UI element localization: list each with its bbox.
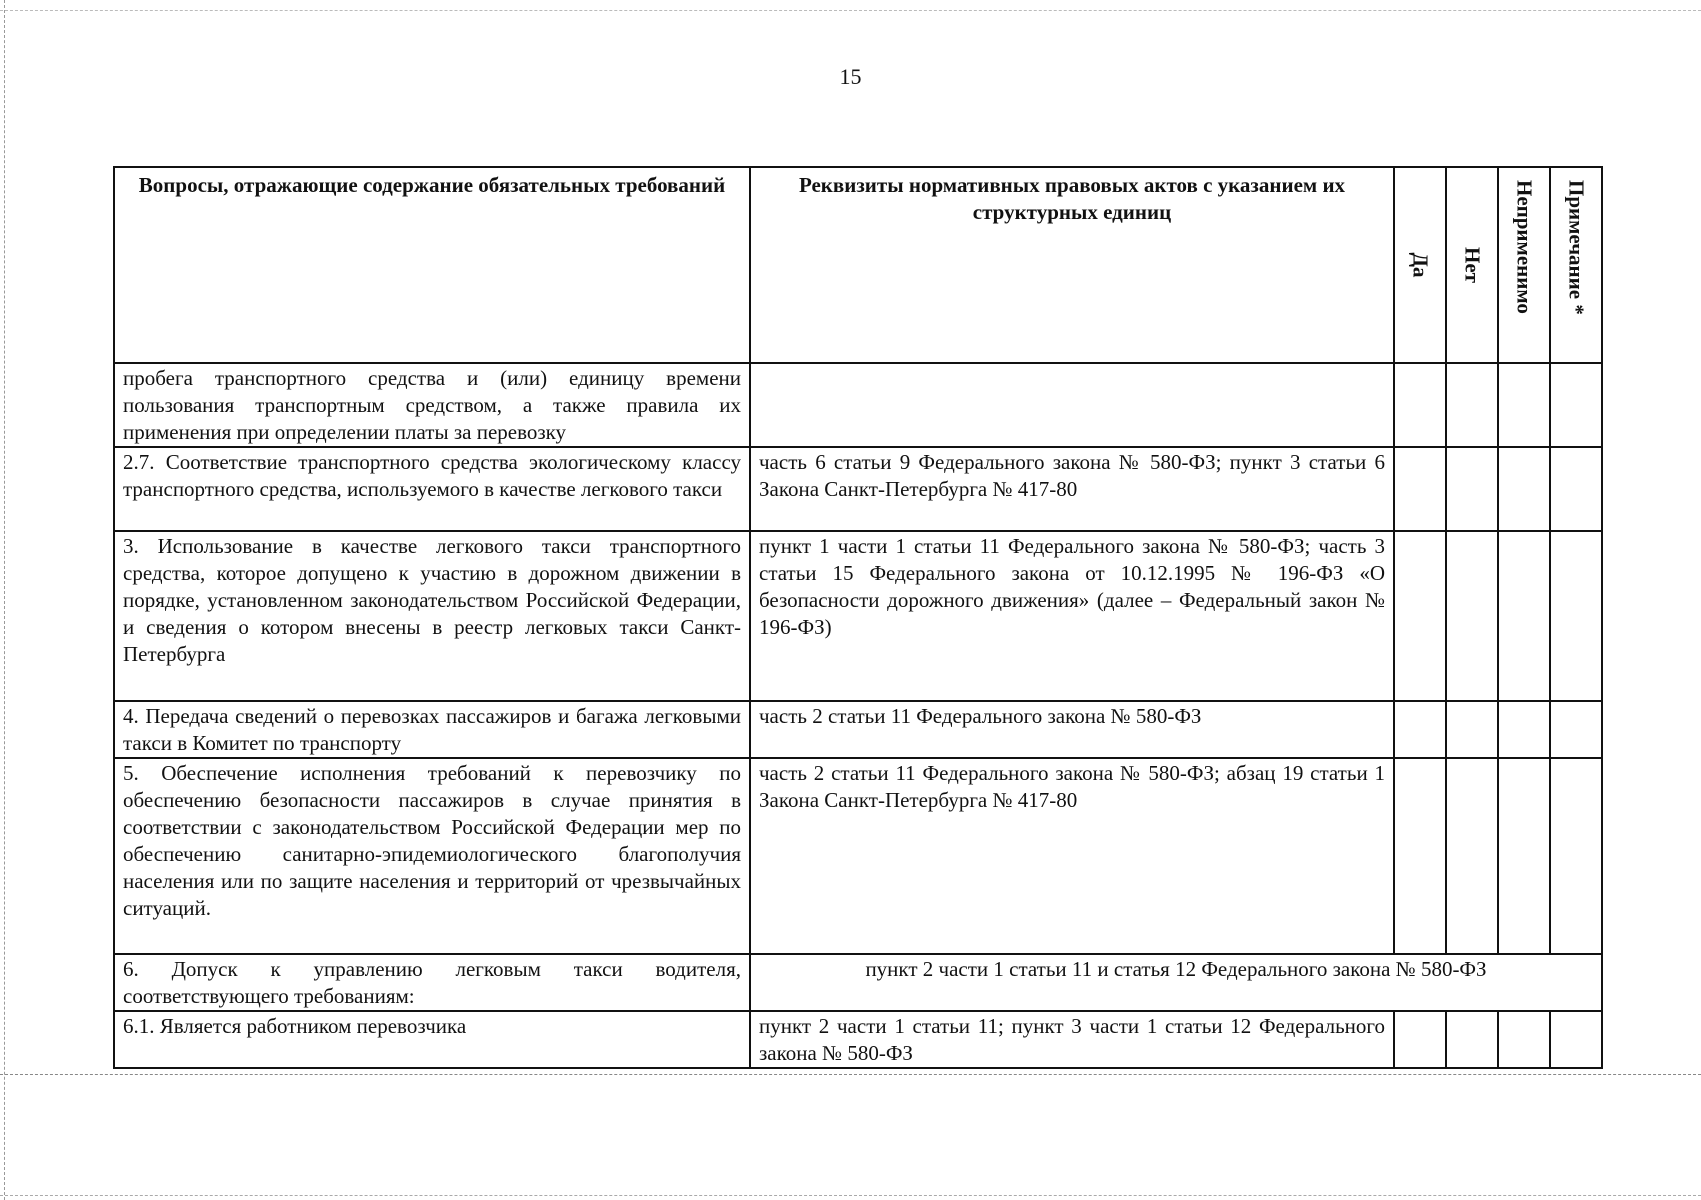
header-note: Примечание * xyxy=(1564,180,1589,315)
scan-left-edge xyxy=(0,0,5,1200)
header-no-cell xyxy=(1446,167,1498,363)
yes-mark-cell[interactable] xyxy=(1394,1011,1446,1068)
no-mark-cell[interactable] xyxy=(1446,758,1498,954)
header-yes: Да xyxy=(1408,252,1433,278)
yes-mark-cell[interactable] xyxy=(1394,701,1446,758)
header-requisites: Реквизиты нормативных правовых актов с указанием их структурных единиц xyxy=(750,167,1394,363)
no-mark-cell[interactable] xyxy=(1446,363,1498,447)
question-cell: 4. Передача сведений о перевозках пассажиров и багажа легковыми такси в Комитет по транспорту xyxy=(114,701,750,758)
requisites-cell: пункт 2 части 1 статьи 11; пункт 3 части 1 статьи 12 Федерального закона № 580-ФЗ xyxy=(750,1011,1394,1068)
header-question: Вопросы, отражающие содержание обязательных требований xyxy=(114,167,750,363)
note-cell[interactable] xyxy=(1550,447,1602,531)
table-row xyxy=(114,531,1602,701)
note-cell[interactable] xyxy=(1550,758,1602,954)
no-mark-cell[interactable] xyxy=(1446,1011,1498,1068)
no-mark-cell[interactable] xyxy=(1446,531,1498,701)
not-applicable-mark-cell[interactable] xyxy=(1498,758,1550,954)
note-cell[interactable] xyxy=(1550,701,1602,758)
question-cell: пробега транспортного средства и (или) единицу времени пользования транспортным средством, а также правила их применения при определении платы за перевозку xyxy=(114,363,750,447)
table-row xyxy=(114,954,1602,1011)
not-applicable-mark-cell[interactable] xyxy=(1498,531,1550,701)
scan-top-edge xyxy=(0,0,1701,11)
note-cell[interactable] xyxy=(1550,1011,1602,1068)
scan-bottom-edge-lower xyxy=(0,1195,1701,1196)
question-cell: 2.7. Соответствие транспортного средства экологическому классу транспортного средства, используемого в качестве легкового такси xyxy=(114,447,750,531)
question-cell: 6.1. Является работником перевозчика xyxy=(114,1011,750,1068)
yes-mark-cell[interactable] xyxy=(1394,447,1446,531)
requisites-cell: часть 2 статьи 11 Федерального закона № 580-ФЗ; абзац 19 статьи 1 Закона Санкт-Петербурга № 417-80 xyxy=(750,758,1394,954)
requisites-cell-merged: пункт 2 части 1 статьи 11 и статья 12 Федерального закона № 580-ФЗ xyxy=(750,954,1602,1011)
not-applicable-mark-cell[interactable] xyxy=(1498,447,1550,531)
not-applicable-mark-cell[interactable] xyxy=(1498,701,1550,758)
requisites-cell: часть 2 статьи 11 Федерального закона № 580-ФЗ xyxy=(750,701,1394,758)
question-cell: 3. Использование в качестве легкового такси транспортного средства, которое допущено к участию в дорожном движении в порядке, установленном законодательством Российской Федерации, и сведения о котором внесены в реестр легковых такси Санкт-Петербурга xyxy=(114,531,750,701)
page-number: 15 xyxy=(839,64,862,89)
header-row xyxy=(114,167,1602,363)
checklist-table xyxy=(113,166,1603,1069)
header-no: Нет xyxy=(1460,247,1485,283)
table-row xyxy=(114,758,1602,954)
question-cell: 6. Допуск к управлению легковым такси водителя, соответствующего требованиям: xyxy=(114,954,750,1011)
no-mark-cell[interactable] xyxy=(1446,701,1498,758)
not-applicable-mark-cell[interactable] xyxy=(1498,363,1550,447)
header-not-applicable: Неприменимо xyxy=(1512,180,1537,314)
question-cell: 5. Обеспечение исполнения требований к перевозчику по обеспечению безопасности пассажиров в случае принятия в соответствии с законодательством Российской Федерации мер по обеспечению санитарно-эпидемиологического благополучия населения или по защите населения и территорий от чрезвычайных ситуаций. xyxy=(114,758,750,954)
requisites-cell xyxy=(750,363,1394,447)
table-row xyxy=(114,701,1602,758)
header-yes-cell xyxy=(1394,167,1446,363)
note-cell[interactable] xyxy=(1550,363,1602,447)
not-applicable-mark-cell[interactable] xyxy=(1498,1011,1550,1068)
table-row xyxy=(114,447,1602,531)
no-mark-cell[interactable] xyxy=(1446,447,1498,531)
requisites-cell: часть 6 статьи 9 Федерального закона № 580-ФЗ; пункт 3 статьи 6 Закона Санкт-Петербурга № 417-80 xyxy=(750,447,1394,531)
note-cell[interactable] xyxy=(1550,531,1602,701)
table-row xyxy=(114,1011,1602,1068)
requisites-cell: пункт 1 части 1 статьи 11 Федерального закона № 580-ФЗ; часть 3 статьи 15 Федерального закона от 10.12.1995 № 196-ФЗ «О безопасности дорожного движения» (далее – Федеральный закон № 196-ФЗ) xyxy=(750,531,1394,701)
table-row xyxy=(114,363,1602,447)
header-not-applicable-cell xyxy=(1498,167,1550,363)
yes-mark-cell[interactable] xyxy=(1394,758,1446,954)
yes-mark-cell[interactable] xyxy=(1394,531,1446,701)
yes-mark-cell[interactable] xyxy=(1394,363,1446,447)
header-note-cell xyxy=(1550,167,1602,363)
scan-bottom-edge xyxy=(0,1074,1701,1075)
